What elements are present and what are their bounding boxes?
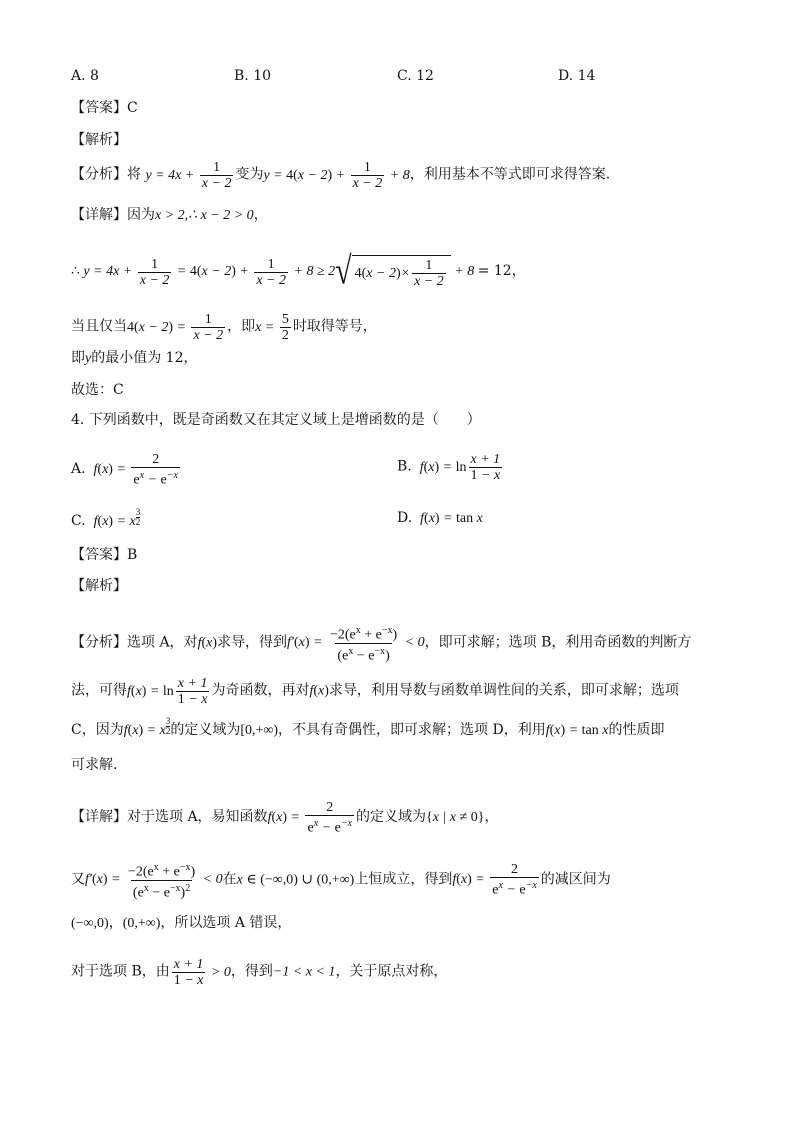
- domain-set: {x | x ≠ 0}: [426, 810, 485, 826]
- detail-text: 在: [222, 871, 237, 888]
- formula-transformed: y = 4(x − 2) + $\frac{1}{x - 2}$ + 8: [263, 160, 410, 191]
- detail-text: 当且仅当: [71, 318, 127, 335]
- answer-line: [71, 98, 138, 118]
- answer-tag: 【答案】: [71, 547, 127, 563]
- q4-detail-line-2: [71, 860, 611, 900]
- domain-interval: [0,+∞): [240, 723, 279, 738]
- q4-analysis-line-3: [71, 717, 664, 741]
- derivative-a-squared: f′(x) = $\frac{-2(e^x + e^{-x})}{(e^x - e^{-x})^2}$ < 0: [85, 862, 223, 901]
- inequality-formula: ∴ y = 4x + $\frac{1}{x - 2}$ = 4(x − 2) + $\frac{1}{x - 2}$ + 8 ≥ 2 √ 4( x − 2 ) × $\frac{1}{x - 2}$ + 8: [71, 249, 478, 293]
- condition-formula: x > 2,∴ x − 2 > 0: [155, 208, 254, 223]
- analysis-tag: 【分析】: [71, 634, 127, 651]
- interval-negative: (−∞,0): [71, 916, 109, 931]
- question-4-stem: 4. 下列函数中，既是奇函数又在其定义域上是增函数的是（ ）: [71, 412, 481, 428]
- q4-option-a: [71, 452, 182, 488]
- choice-line: 故选：C: [71, 382, 124, 398]
- option-c-formula: f(x) = x $\frac{3}{2}$: [90, 507, 141, 529]
- analysis-text: C，因为: [71, 722, 124, 738]
- inequality-line: [71, 249, 526, 293]
- min-line: [71, 348, 197, 369]
- option-a: A. 8: [71, 68, 99, 84]
- q4-answer-line: [71, 545, 137, 565]
- answer-value: C: [127, 100, 138, 116]
- analysis-text: 的定义域为: [170, 722, 241, 738]
- detail-text: 对于选项 A，易知函数: [127, 809, 268, 826]
- detail-tag: 【详解】: [71, 207, 127, 223]
- domain-range: −1 < x < 1: [272, 964, 336, 980]
- analysis-text: 将: [127, 166, 141, 183]
- option-a-formula: f(x) = $\frac{2}{e^x - e^{-x}}$: [90, 452, 178, 488]
- equality-condition: 4(x − 2) = $\frac{1}{x - 2}$: [127, 312, 224, 343]
- fraction-condition: $\frac{x + 1}{1 - x}$ > 0: [173, 957, 231, 988]
- option-b-formula-ref: f(x) = ln $\frac{x + 1}{1 - x}$: [127, 676, 208, 707]
- formula-original: y = 4x + $\frac{1}{x - 2}$: [145, 160, 232, 191]
- analysis-text: 变为: [235, 166, 264, 183]
- q4-detail-line-3: [71, 913, 291, 934]
- q4-analysis-line-2: [71, 676, 679, 707]
- analysis-tag: 【分析】: [71, 166, 127, 183]
- q4-detail-line-1: [71, 800, 498, 836]
- analysis-text: 求导，得到: [217, 634, 288, 651]
- option-b: B. 10: [234, 68, 272, 84]
- option-d-formula-ref: f(x) = tan x: [545, 723, 609, 738]
- detail-text: 又: [71, 871, 85, 888]
- derivative-a: f′(x) = $\frac{-2(e^x + e^{-x})}{(e^x - e^{-x})}$ < 0: [287, 625, 425, 664]
- q4-option-b: [397, 452, 504, 483]
- option-c: C. 12: [397, 68, 434, 84]
- q4-jiexi-heading: 【解析】: [71, 578, 127, 594]
- option-a-formula-ref: f(x) = $\frac{2}{e^x - e^{-x}}$: [267, 800, 352, 836]
- detail-text: 的最小值为 12，: [91, 350, 198, 366]
- option-c-formula-ref: f(x) = x $\frac{3}{2}$: [123, 716, 171, 738]
- detail-text: 的减区间为: [540, 871, 611, 888]
- detail-text: ，得到: [230, 963, 273, 980]
- detail-text: 的定义域为: [356, 809, 426, 826]
- analysis-text: ，即可求解；选项 B，利用奇函数的判断方: [424, 634, 692, 651]
- detail-text: ，: [484, 809, 499, 826]
- detail-text: 时取得等号，: [292, 318, 377, 335]
- analysis-text: 的性质即: [608, 722, 665, 738]
- inequality-result: = 12，: [477, 263, 526, 280]
- analysis-text: ，不具有奇偶性，即可求解；选项 D，利用: [278, 722, 546, 738]
- detail-line: [71, 205, 268, 226]
- analysis-text: 选项 A，对: [127, 634, 198, 651]
- q4-analysis-line-1: [71, 623, 691, 663]
- analysis-line: [71, 160, 610, 191]
- option-d-formula: f(x) = tan x: [416, 511, 483, 526]
- detail-text: 上恒成立，得到: [354, 871, 453, 888]
- detail-text: ，关于原点对称，: [335, 963, 448, 980]
- q4-option-d: [397, 508, 483, 529]
- fx-symbol: f(x): [309, 683, 329, 699]
- answer-tag: 【答案】: [71, 100, 127, 116]
- option-b-formula: f(x) = ln $\frac{x + 1}{1 - x}$: [416, 452, 501, 483]
- analysis-text: 为奇函数，再对: [211, 682, 310, 699]
- equality-line: [71, 312, 377, 343]
- answer-value: B: [127, 547, 138, 563]
- option-label: A.: [71, 461, 86, 478]
- analysis-text: ，利用基本不等式即可求得答案.: [409, 166, 611, 183]
- option-label: C.: [71, 513, 86, 529]
- option-label: B.: [397, 458, 412, 475]
- detail-text: ，所以选项 A 错误，: [160, 915, 292, 931]
- option-label: D.: [397, 510, 413, 526]
- analysis-text: 求导，利用导数与函数单调性间的关系，即可求解；选项: [328, 682, 679, 699]
- detail-text: ，即: [227, 318, 256, 335]
- detail-text: 对于选项 B，由: [71, 963, 170, 980]
- option-d: D. 14: [558, 68, 596, 84]
- detail-tag: 【详解】: [71, 809, 127, 826]
- option-a-formula-ref: f(x) = $\frac{2}{e^x - e^{-x}}$: [452, 862, 537, 898]
- jiexi-heading: 【解析】: [71, 132, 127, 148]
- analysis-text: 法，可得: [71, 682, 127, 699]
- detail-text: ，: [253, 207, 268, 223]
- x-value: x = $\frac{5}{2}$: [255, 312, 289, 343]
- fx-symbol: f(x): [197, 635, 218, 651]
- y-symbol: y: [85, 351, 92, 366]
- q4-detail-line-4: [71, 957, 447, 988]
- q4-analysis-line-4: 可求解.: [71, 757, 118, 773]
- interval-union: x ∈ (−∞,0) ∪ (0,+∞): [236, 872, 355, 888]
- detail-text: 即: [71, 350, 85, 366]
- detail-text: ，: [108, 915, 123, 931]
- interval-positive: (0,+∞): [122, 916, 161, 931]
- detail-text: 因为: [127, 207, 155, 223]
- q4-option-c: [71, 508, 140, 532]
